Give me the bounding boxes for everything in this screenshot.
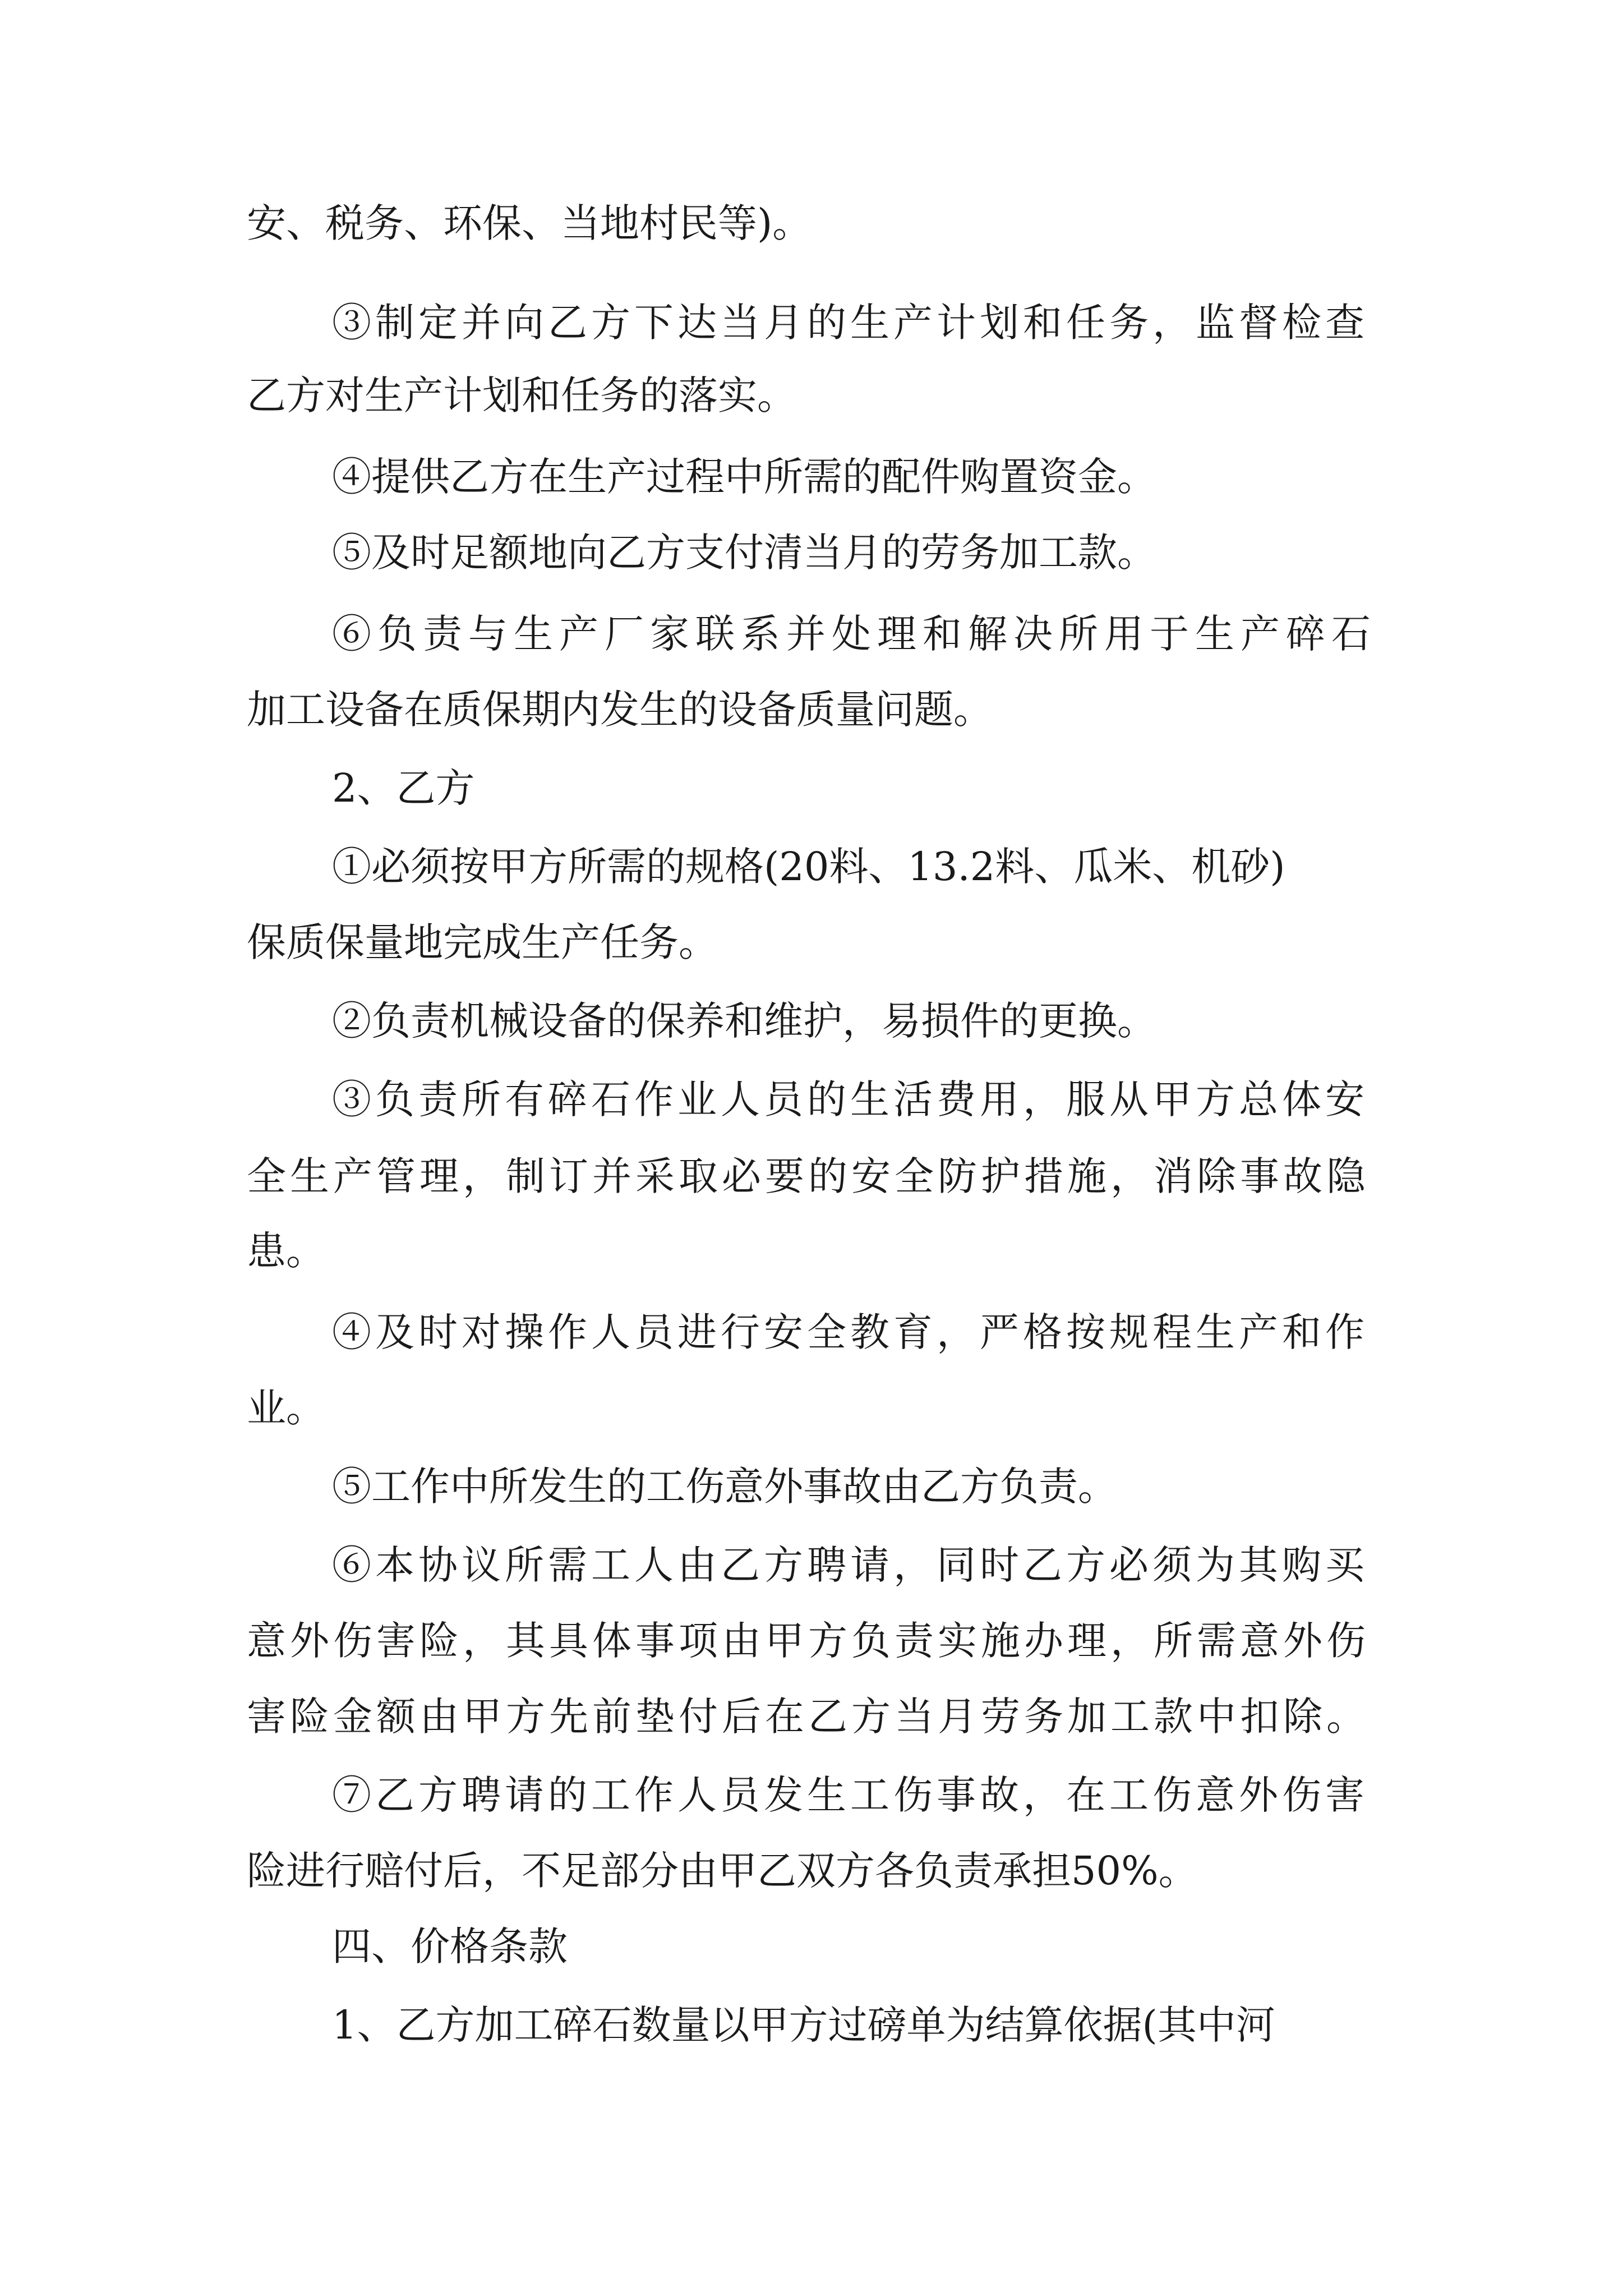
text-line: ②负责机械设备的保养和维护，易损件的更换。 [332,998,1156,1044]
text-line: ①必须按甲方所需的规格(20料、13.2料、瓜米、机砂) [332,844,1285,890]
text-line: 业。 [247,1385,325,1431]
section-heading: 四、价格条款 [332,1924,568,1970]
text-line: ③制定并向乙方下达当月的生产计划和任务，监督检查 [332,300,1368,346]
text-line: ③负责所有碎石作业人员的生活费用，服从甲方总体安 [332,1076,1368,1122]
text-line: 险进行赔付后，不足部分由甲乙双方各负责承担50%。 [247,1848,1198,1894]
text-line: 全生产管理，制订并采取必要的安全防护措施，消除事故隐 [247,1153,1370,1199]
text-line: ⑥本协议所需工人由乙方聘请，同时乙方必须为其购买 [332,1542,1368,1588]
text-line: ④提供乙方在生产过程中所需的配件购置资金。 [332,454,1156,500]
section-heading: 2、乙方 [332,765,475,811]
text-line: ⑥负责与生产厂家联系并处理和解决所用于生产碎石 [332,611,1377,657]
text-line: 安、税务、环保、当地村民等)。 [247,200,812,246]
text-line: ⑤及时足额地向乙方支付清当月的劳务加工款。 [332,530,1156,576]
text-line: ⑦乙方聘请的工作人员发生工伤事故，在工伤意外伤害 [332,1772,1368,1818]
text-line: 患。 [247,1228,325,1274]
text-line: ⑤工作中所发生的工伤意外事故由乙方负责。 [332,1464,1117,1510]
text-line: 乙方对生产计划和任务的落实。 [247,372,796,418]
text-line: 1、乙方加工碎石数量以甲方过磅单为结算依据(其中河 [332,2002,1275,2048]
text-line: ④及时对操作人员进行安全教育，严格按规程生产和作 [332,1309,1368,1355]
text-line: 加工设备在质保期内发生的设备质量问题。 [247,687,993,733]
text-line: 保质保量地完成生产任务。 [247,919,718,965]
text-line: 害险金额由甲方先前垫付后在乙方当月劳务加工款中扣除。 [247,1694,1370,1740]
text-line: 意外伤害险，其具体事项由甲方负责实施办理，所需意外伤 [247,1618,1370,1664]
